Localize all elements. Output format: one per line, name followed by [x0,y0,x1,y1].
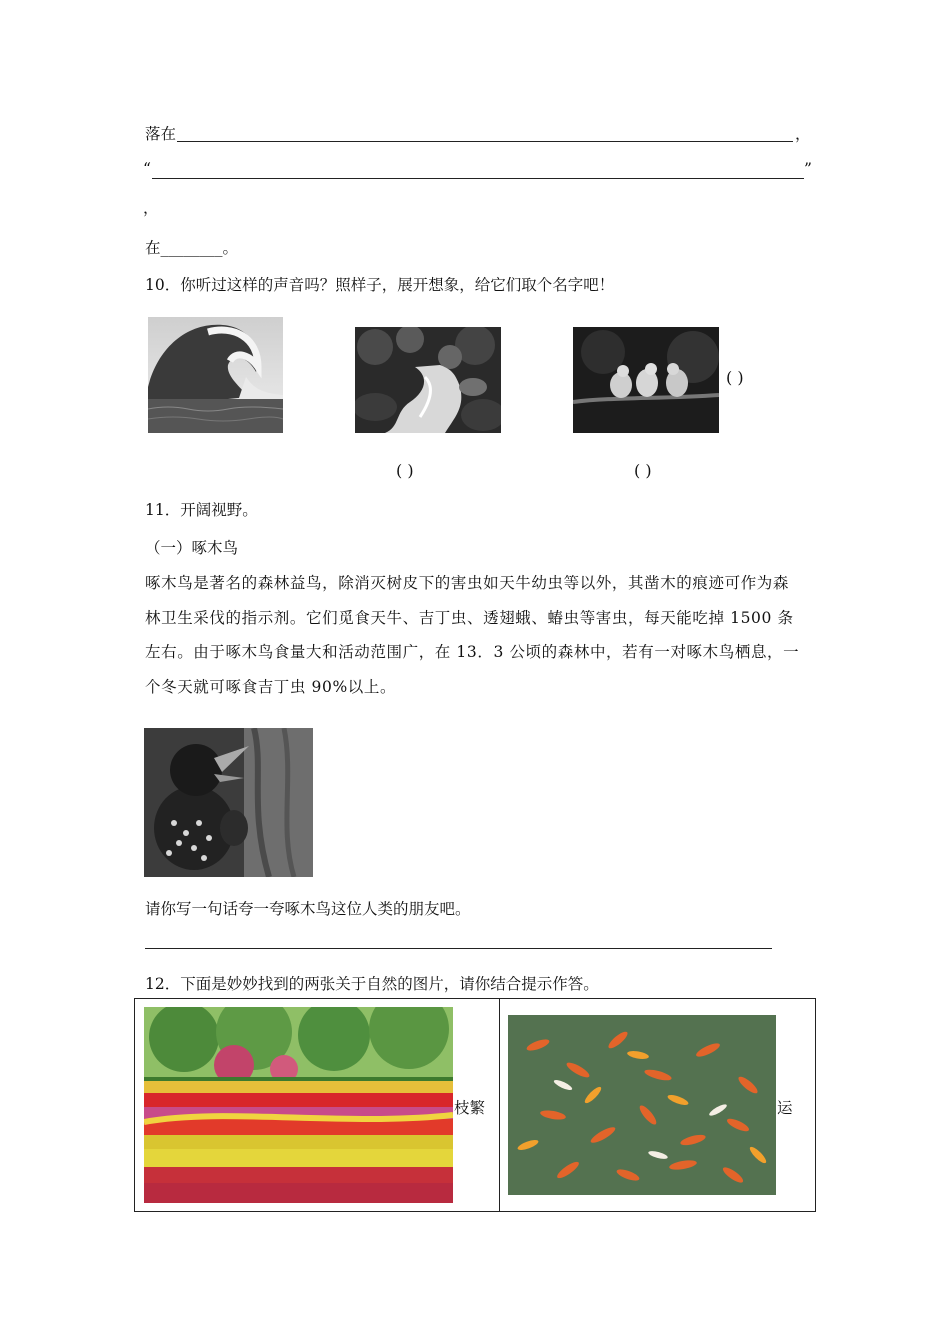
fill-line-3-mark: ， [143,199,159,217]
stream-photo [355,327,501,433]
q11-task: 请你写一句话夸一夸啄木鸟这位人类的朋友吧。 [145,900,471,918]
fill-blank-4[interactable]: ________ [160,239,223,257]
q10-answer-2[interactable]: ( ) [634,461,652,480]
fill-blank-2[interactable] [152,178,804,179]
q11-paragraph-line: 个冬天就可啄食吉丁虫 90%以上。 [145,677,397,696]
q10-answer-1[interactable]: ( ) [396,461,414,480]
q11-paragraph-line: 林卫生采伐的指示剂。它们觅食天牛、吉丁虫、透翅蛾、蝽虫等害虫，每天能吃掉 1500 条 [145,608,794,627]
birds-photo [573,327,719,433]
fill-line-4-prefix: 在 [145,239,161,257]
woodpecker-photo [144,728,313,877]
fill-line-4-suffix: 。 [222,239,239,257]
q11-paragraph-line: 啄木鸟是著名的森林益鸟，除消灭树皮下的害虫如天牛幼虫等以外，其凿木的痕迹可作为森 [145,574,790,592]
q12-table-divider [499,999,500,1211]
fill-line-1-prefix: 落在 [145,125,177,143]
q11-paragraph [145,566,810,704]
q10-prompt: 10．你听过这样的声音吗？照样子，展开想象，给它们取个名字吧！ [145,276,615,294]
q11-title: 11．开阔视野。 [145,501,258,519]
q12-hint-left: 枝繁 [454,1099,486,1117]
q12-prompt: 12．下面是妙妙找到的两张关于自然的图片，请你结合提示作答。 [145,975,599,993]
fill-line-2-close-quote: ” [804,160,812,178]
wave-photo [148,317,283,433]
koi-pond-photo [508,1015,776,1195]
q11-subtitle: （一）啄木鸟 [145,539,239,557]
tulip-field-photo [144,1007,453,1203]
q12-hint-right: 运 [777,1099,793,1117]
q10-answer-3[interactable]: ( ) [726,368,744,387]
fill-line-4 [145,236,238,258]
fill-blank-1[interactable] [177,141,793,142]
q11-paragraph-line: 左右。由于啄木鸟食量大和活动范围广，在 13．3 公顷的森林中，若有一对啄木鸟栖息，一 [145,643,800,661]
fill-line-2-open-quote: “ [143,160,151,178]
fill-line-1-suffix: ， [795,125,811,143]
q11-answer-line[interactable] [145,948,772,949]
